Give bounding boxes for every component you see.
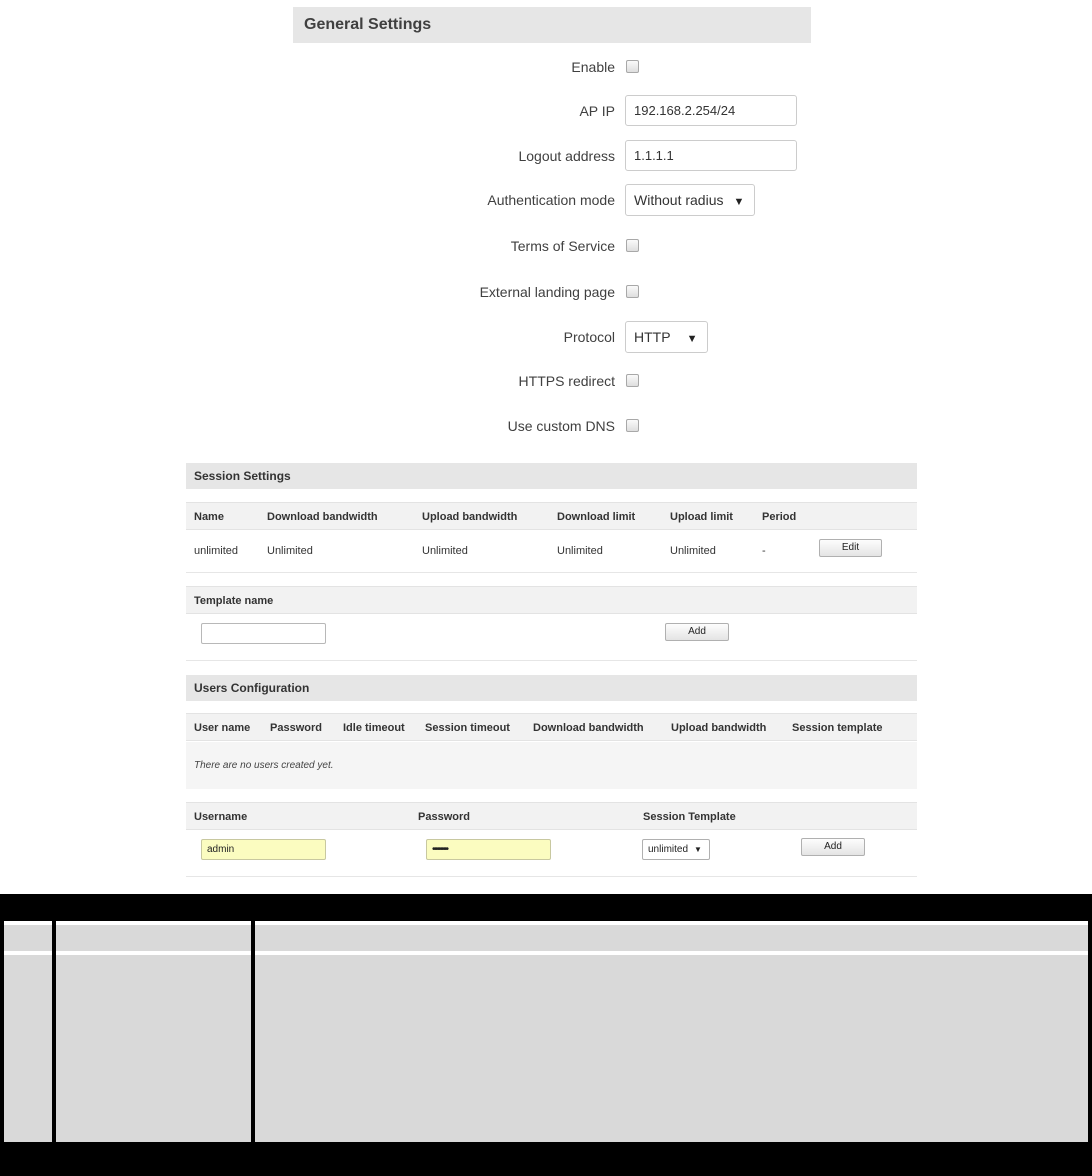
user-form-row	[186, 830, 917, 877]
add-template-button[interactable]: Add	[665, 623, 729, 641]
auth-mode-select[interactable]	[625, 184, 755, 216]
https-redirect-label: HTTPS redirect	[518, 373, 615, 389]
username-label: Username	[194, 811, 248, 823]
table-cell	[4, 955, 52, 1142]
edit-button[interactable]: Edit	[819, 539, 882, 557]
table-row	[186, 530, 917, 573]
password-input[interactable]: ••••••••••	[426, 839, 551, 860]
session-name: unlimited	[194, 545, 239, 557]
general-settings-title: General Settings	[293, 7, 811, 43]
col-session-template: Session template	[792, 722, 883, 734]
table-footer-bar	[0, 1142, 1092, 1176]
ap-ip-row	[293, 95, 993, 127]
table-header-bar	[0, 894, 1092, 921]
col-user-name: User name	[194, 722, 251, 734]
username-input[interactable]: admin	[201, 839, 326, 860]
enable-checkbox[interactable]	[626, 60, 639, 73]
auth-mode-label: Authentication mode	[487, 192, 615, 208]
user-form-header	[186, 802, 917, 830]
col-upload-bandwidth: Upload bandwidth	[671, 722, 767, 734]
template-form-row	[186, 614, 917, 661]
template-name-input[interactable]	[201, 623, 326, 644]
template-name-label: Template name	[194, 595, 274, 607]
col-idle-timeout: Idle timeout	[343, 722, 405, 734]
session-download-bandwidth: Unlimited	[267, 545, 313, 557]
auth-mode-value: Without radius	[634, 192, 724, 208]
logout-address-row	[293, 140, 993, 172]
col-session-timeout: Session timeout	[425, 722, 510, 734]
session-upload-bandwidth: Unlimited	[422, 545, 468, 557]
table-right-border	[1088, 921, 1092, 1142]
col-download-bandwidth: Download bandwidth	[533, 722, 644, 734]
session-template-label: Session Template	[643, 811, 736, 823]
template-name-header	[186, 586, 917, 614]
custom-dns-checkbox[interactable]	[626, 419, 639, 432]
external-landing-checkbox[interactable]	[626, 285, 639, 298]
session-download-limit: Unlimited	[557, 545, 603, 557]
custom-dns-row	[293, 410, 993, 442]
session-template-value: unlimited	[648, 844, 689, 855]
table-cell	[56, 925, 251, 951]
protocol-row	[293, 321, 993, 353]
table-cell	[255, 955, 1088, 1142]
chevron-down-icon: ▼	[733, 196, 745, 208]
protocol-label: Protocol	[563, 329, 615, 345]
col-upload-limit: Upload limit	[670, 511, 733, 523]
session-period: -	[762, 545, 766, 557]
session-template-select[interactable]	[642, 839, 710, 860]
table-cell	[4, 925, 52, 951]
enable-label: Enable	[571, 59, 615, 75]
https-redirect-row	[293, 365, 993, 397]
chevron-down-icon: ▼	[686, 333, 698, 345]
session-upload-limit: Unlimited	[670, 545, 716, 557]
session-settings-title: Session Settings	[186, 463, 917, 489]
password-label: Password	[418, 811, 470, 823]
protocol-value: HTTP	[634, 329, 671, 345]
external-landing-row	[293, 276, 993, 308]
col-download-bandwidth: Download bandwidth	[267, 511, 378, 523]
users-configuration-title: Users Configuration	[186, 675, 917, 701]
https-redirect-checkbox[interactable]	[626, 374, 639, 387]
col-name: Name	[194, 511, 224, 523]
enable-row	[293, 51, 993, 83]
tos-row	[293, 230, 993, 262]
protocol-select[interactable]	[625, 321, 708, 353]
logout-address-label: Logout address	[518, 148, 615, 164]
add-user-button[interactable]: Add	[801, 838, 865, 856]
tos-label: Terms of Service	[510, 238, 615, 254]
table-cell	[56, 955, 251, 1142]
external-landing-label: External landing page	[479, 284, 615, 300]
col-password: Password	[270, 722, 322, 734]
empty-users-message: There are no users created yet.	[186, 742, 917, 789]
col-download-limit: Download limit	[557, 511, 636, 523]
logout-address-input[interactable]: 1.1.1.1	[625, 140, 797, 171]
ap-ip-input[interactable]: 192.168.2.254/24	[625, 95, 797, 126]
users-table-header	[186, 713, 917, 741]
auth-mode-row	[293, 184, 993, 216]
tos-checkbox[interactable]	[626, 239, 639, 252]
table-cell	[255, 925, 1088, 951]
chevron-down-icon: ▼	[694, 845, 702, 854]
custom-dns-label: Use custom DNS	[507, 418, 615, 434]
col-upload-bandwidth: Upload bandwidth	[422, 511, 518, 523]
ap-ip-label: AP IP	[579, 103, 615, 119]
col-period: Period	[762, 511, 797, 523]
session-table-header	[186, 502, 917, 530]
